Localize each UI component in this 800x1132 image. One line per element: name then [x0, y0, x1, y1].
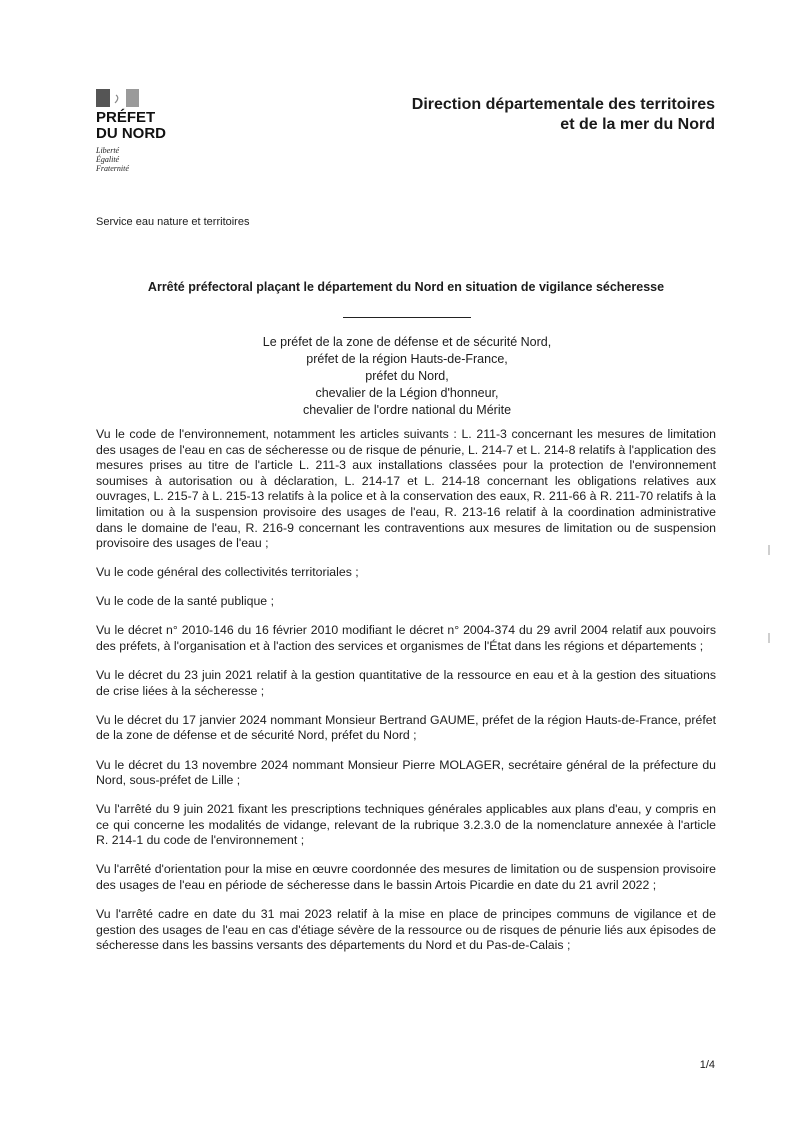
prefet-name-line1: PRÉFET — [96, 109, 156, 126]
vu-paragraph: Vu l'arrêté d'orientation pour la mise en œuvre coordonnée des mesures de limitation ou de suspension provisoire des usages de l'eau en période de sécheresse dans le bassin Artois Picardie en date du 21 avril 2022 ; — [96, 862, 716, 893]
motto-fraternite: Fraternité — [96, 164, 129, 173]
page-number: 1/4 — [699, 1059, 715, 1071]
motto — [96, 146, 196, 173]
vu-paragraph: Vu le code général des collectivités territoriales ; — [96, 565, 359, 580]
document-body — [96, 427, 716, 967]
vu-paragraph: Vu le décret du 23 juin 2021 relatif à la gestion quantitative de la ressource en eau et à la gestion des situations de crise liées à la sécheresse ; — [96, 668, 716, 698]
direction-heading — [335, 95, 715, 135]
preamble-line: chevalier de l'ordre national du Mérite — [302, 403, 512, 417]
vu-paragraph: Vu le décret n° 2010-146 du 16 février 2010 modifiant le décret n° 2004-374 du 29 avril 2004 relatif aux pouvoirs des préfets, à l'organisation et à l'action des services et organismes de l'État dans les régions et départements ; — [96, 623, 716, 654]
preamble-line: chevalier de la Légion d'honneur, — [315, 386, 499, 400]
vu-paragraph: Vu le code de l'environnement, notamment les articles suivants : L. 211-3 concernant les mesures de limitation des usages de l'eau en cas de sécheresse ou de risque de pénurie, L. 214-7 et L. 214-8 relatifs à l'application des mesures prises au titre de l'article L. 211-3 aux installations classées pour la protection de l'environnement soumises à autorisation ou à déclaration, L. 214-17 et L. 214-18 concernant les obligations relatives aux ouvrages, L. 215-7 à L. 215-13 relatifs à la police et à la conservation des eaux, R. 211-66 à R. 211-70 relatifs à la limitation ou à la suspension provisoire des usages de l'eau, R. 213-16 relatif à la coordination administrative dans le domaine de l'eau, R. 216-9 concernant les contraventions aux mesures de limitation ou de suspension provisoire des usages de l'eau ; — [96, 427, 716, 551]
prefet-name-line2: DU NORD — [96, 125, 166, 142]
motto-liberte: Liberté — [96, 146, 120, 155]
scan-mark — [768, 633, 770, 643]
preamble-line: Le préfet de la zone de défense et de sécurité Nord, — [262, 335, 552, 349]
prefecture-logo — [96, 89, 196, 173]
vu-paragraph: Vu l'arrêté cadre en date du 31 mai 2023 relatif à la mise en place de principes communs de vigilance et de gestion des usages de l'eau en cas d'étiage sévère de la ressource ou de risques de pénurie liés aux épisodes de sécheresse dans les bassins versants des départements du Nord et du Pas-de-Calais ; — [96, 907, 716, 953]
preamble — [200, 334, 614, 419]
vu-paragraph: Vu le décret du 13 novembre 2024 nommant Monsieur Pierre MOLAGER, secrétaire général de la préfecture du Nord, sous-préfet de Lille ; — [96, 757, 716, 788]
title-divider — [343, 317, 471, 318]
document-title: Arrêté préfectoral plaçant le département du Nord en situation de vigilance sécheresse — [147, 280, 665, 294]
vu-paragraph: Vu le décret du 17 janvier 2024 nommant Monsieur Bertrand GAUME, préfet de la région Hauts-de-France, préfet de la zone de défense et de sécurité Nord, préfet du Nord ; — [96, 712, 716, 743]
vu-paragraph: Vu le code de la santé publique ; — [96, 594, 274, 609]
preamble-line: préfet du Nord, — [365, 369, 449, 383]
vu-paragraph: Vu l'arrêté du 9 juin 2021 fixant les prescriptions techniques générales applicables aux plans d'eau, y compris en ce qui concerne les modalités de vidange, relevant de la rubrique 3.2.3.0 de la nomenclature annexée à l'article R. 214-1 du code de l'environnement ; — [96, 802, 716, 848]
direction-line1: Direction départementale des territoires — [411, 96, 715, 113]
scan-mark — [768, 545, 770, 555]
direction-line2: et de la mer du Nord — [560, 116, 715, 133]
service-name: Service eau nature et territoires — [96, 216, 250, 228]
motto-egalite: Égalité — [96, 155, 120, 164]
preamble-line: préfet de la région Hauts-de-France, — [306, 352, 508, 366]
marianne-logo-icon — [96, 89, 140, 107]
